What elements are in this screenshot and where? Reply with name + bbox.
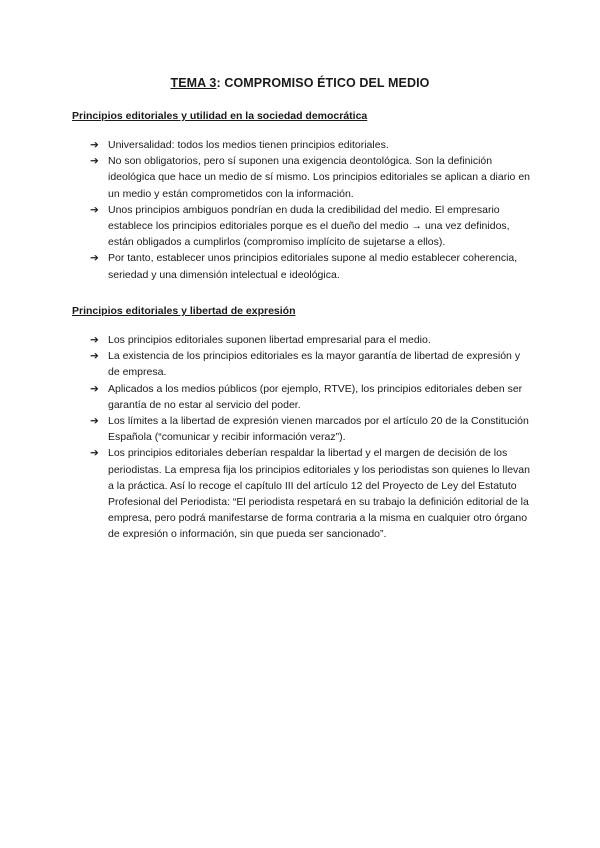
list-item bbox=[90, 250, 532, 282]
arrow-bullet-icon: ➔ bbox=[90, 447, 99, 460]
list-item-text: La existencia de los principios editoriales es la mayor garantía de libertad de expresión y de empresa. bbox=[108, 350, 521, 379]
document-title bbox=[0, 76, 600, 90]
arrow-bullet-icon: ➔ bbox=[90, 155, 99, 168]
bullet-list bbox=[72, 332, 532, 543]
section-heading: Principios editoriales y utilidad en la sociedad democrática bbox=[72, 110, 368, 122]
list-item bbox=[90, 381, 532, 413]
list-item-text: Aplicados a los medios públicos (por ejemplo, RTVE), los principios editoriales deben ser garantía de no estar al servicio del poder. bbox=[108, 382, 523, 411]
arrow-bullet-icon: ➔ bbox=[90, 139, 99, 151]
list-item bbox=[90, 137, 532, 153]
title-topic-name: : COMPROMISO ÉTICO DEL MEDIO bbox=[216, 76, 430, 90]
list-item-text: Los principios editoriales deberían respaldar la libertad y el margen de decisión de los periodistas. La empresa fija los principios editoriales y los periodistas son quienes lo llevan a la práctica. Así lo recoge el capítulo III del artículo 12 del Proyecto de Ley del Estatuto Profesional del Periodista: “El periodista respetará en su trabajo la definición editorial de la empresa, pero podrá manifestarse de forma contraria a la misma en cualquier otro órgano de expresión o información, sin que pueda ser sancionado”. bbox=[108, 447, 530, 541]
list-item-text: Los principios editoriales suponen libertad empresarial para el medio. bbox=[108, 334, 431, 346]
list-item bbox=[90, 445, 532, 542]
list-item bbox=[90, 202, 532, 251]
list-item-text: Por tanto, establecer unos principios editoriales supone al medio establecer coherencia, seriedad y una dimensión intelectual e ideológica. bbox=[108, 252, 518, 281]
section-heading: Principios editoriales y libertad de expresión bbox=[72, 305, 296, 317]
arrow-bullet-icon: ➔ bbox=[90, 415, 99, 428]
list-item bbox=[90, 332, 532, 348]
list-item bbox=[90, 153, 532, 202]
title-topic-number: TEMA 3 bbox=[170, 76, 217, 90]
list-item-text: Unos principios ambiguos pondrían en duda la credibilidad del medio. El empresario establece los principios editoriales porque es el dueño del medio → una vez definidos, están obligados a cumplirlos (compromiso implícito de sujetarse a ellos). bbox=[108, 203, 510, 249]
section-editorial-principles-democratic-society bbox=[72, 109, 532, 283]
bullet-list bbox=[72, 137, 532, 283]
list-item bbox=[90, 413, 532, 445]
section-editorial-principles-freedom-of-expression bbox=[72, 304, 532, 543]
list-item-text: Universalidad: todos los medios tienen principios editoriales. bbox=[108, 139, 389, 151]
arrow-bullet-icon: ➔ bbox=[90, 252, 99, 265]
arrow-bullet-icon: ➔ bbox=[90, 382, 99, 395]
arrow-bullet-icon: ➔ bbox=[90, 203, 99, 216]
list-item bbox=[90, 348, 532, 380]
list-item-text: Los límites a la libertad de expresión vienen marcados por el artículo 20 de la Constitución Española (“comunicar y recibir información veraz”). bbox=[108, 415, 529, 444]
arrow-bullet-icon: ➔ bbox=[90, 350, 99, 363]
list-item-text: No son obligatorios, pero sí suponen una exigencia deontológica. Son la definición ideológica que hace un medio de sí mismo. Los principios editoriales se aplican a diario en un medio y están comprometidos con la información. bbox=[108, 155, 530, 200]
arrow-bullet-icon: ➔ bbox=[90, 334, 99, 346]
